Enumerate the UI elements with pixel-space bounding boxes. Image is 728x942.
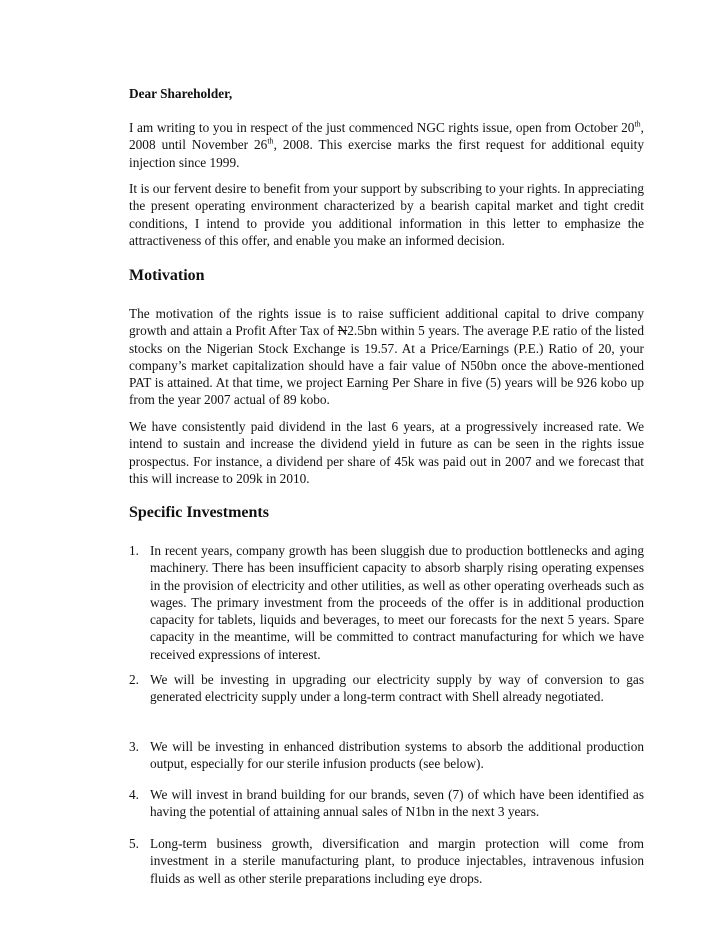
list-item-text: We will be investing in upgrading our electricity supply by way of conversion to gas generated electricity supply under a long-term contract with Shell already negotiated. — [150, 672, 644, 705]
list-item-number: 1. — [129, 543, 139, 558]
list-item — [129, 738, 644, 773]
list-item-text: In recent years, company growth has been sluggish due to production bottlenecks and aging machinery. There has been insufficient capacity to absorb sharply rising operating expenses in the provision of electricity and other utilities, as well as other operating overheads such as wages. The primary investment from the proceeds of the offer is in additional production capacity for tablets, liquids and beverages, to meet our forecasts for the next 5 years. Spare capacity in the meantime, will be committed to contract manufacturing for which we have received expressions of interest. — [150, 543, 644, 662]
list-item-number: 2. — [129, 672, 139, 687]
list-item-text: We will be investing in enhanced distribution systems to absorb the additional production output, especially for our sterile infusion products (see below). — [150, 739, 644, 772]
list-item-text: Long-term business growth, diversification and margin protection will come from investment in a sterile manufacturing plant, to produce injectables, intravenous infusion fluids as well as other sterile preparations including eye drops. — [150, 836, 644, 886]
intro-text-b: , 2008 until November 26 — [129, 120, 644, 153]
intro-text-a: I am writing to you in respect of the just commenced NGC rights issue, open from October 20 — [129, 120, 635, 135]
ordinal-suffix: th — [267, 136, 274, 146]
motivation-paragraph-2: We have consistently paid dividend in the last 6 years, at a progressively increased rate. We intend to sustain and increase the dividend yield in future as can be seen in the rights issue prospectus. For instance, a dividend per share of 45k was paid out in 2007 and we forecast that this will increase to 209k in 2010. — [129, 419, 644, 486]
list-item — [129, 835, 644, 887]
motivation-text-b: 2.5bn within 5 years. The average P.E ratio of the listed stocks on the Nigerian Stock Exchange is 19.57. At a Price/Earnings (P.E.) Ratio of 20, your company’s market capitalization should have a fair value of N50bn once the above-mentioned PAT is attained. At that time, we project Earning Per Share in five (5) years will be 926 kobo up from the year 2007 actual of 89 kobo. — [129, 323, 644, 408]
salutation: Dear Shareholder, — [129, 86, 233, 101]
section-heading-motivation: Motivation — [129, 267, 205, 284]
intro-paragraph-1 — [129, 119, 644, 171]
intro-text-c: , 2008. This exercise marks the first request for additional equity injection since 1999. — [129, 137, 644, 170]
motivation-text-a: The motivation of the rights issue is to raise sufficient additional capital to drive company growth and attain a Profit After Tax of — [129, 306, 644, 339]
naira-symbol: N — [337, 323, 348, 339]
ordinal-suffix: th — [634, 119, 641, 129]
list-item-text: We will invest in brand building for our brands, seven (7) of which have been identified as having the potential of attaining annual sales of N1bn in the next 3 years. — [150, 787, 644, 820]
list-item — [129, 786, 644, 821]
list-item — [129, 671, 644, 706]
section-heading-investments: Specific Investments — [129, 504, 269, 521]
list-item-number: 5. — [129, 836, 139, 851]
list-item — [129, 542, 644, 663]
motivation-paragraph-1 — [129, 305, 644, 409]
list-item-number: 3. — [129, 739, 139, 754]
list-item-number: 4. — [129, 787, 139, 802]
intro-paragraph-2: It is our fervent desire to benefit from your support by subscribing to your rights. In appreciating the present operating environment characterized by a bearish capital market and tight credit conditions, I intend to provide you additional information in this letter to emphasize the attractiveness of this offer, and enable you make an informed decision. — [129, 181, 644, 248]
